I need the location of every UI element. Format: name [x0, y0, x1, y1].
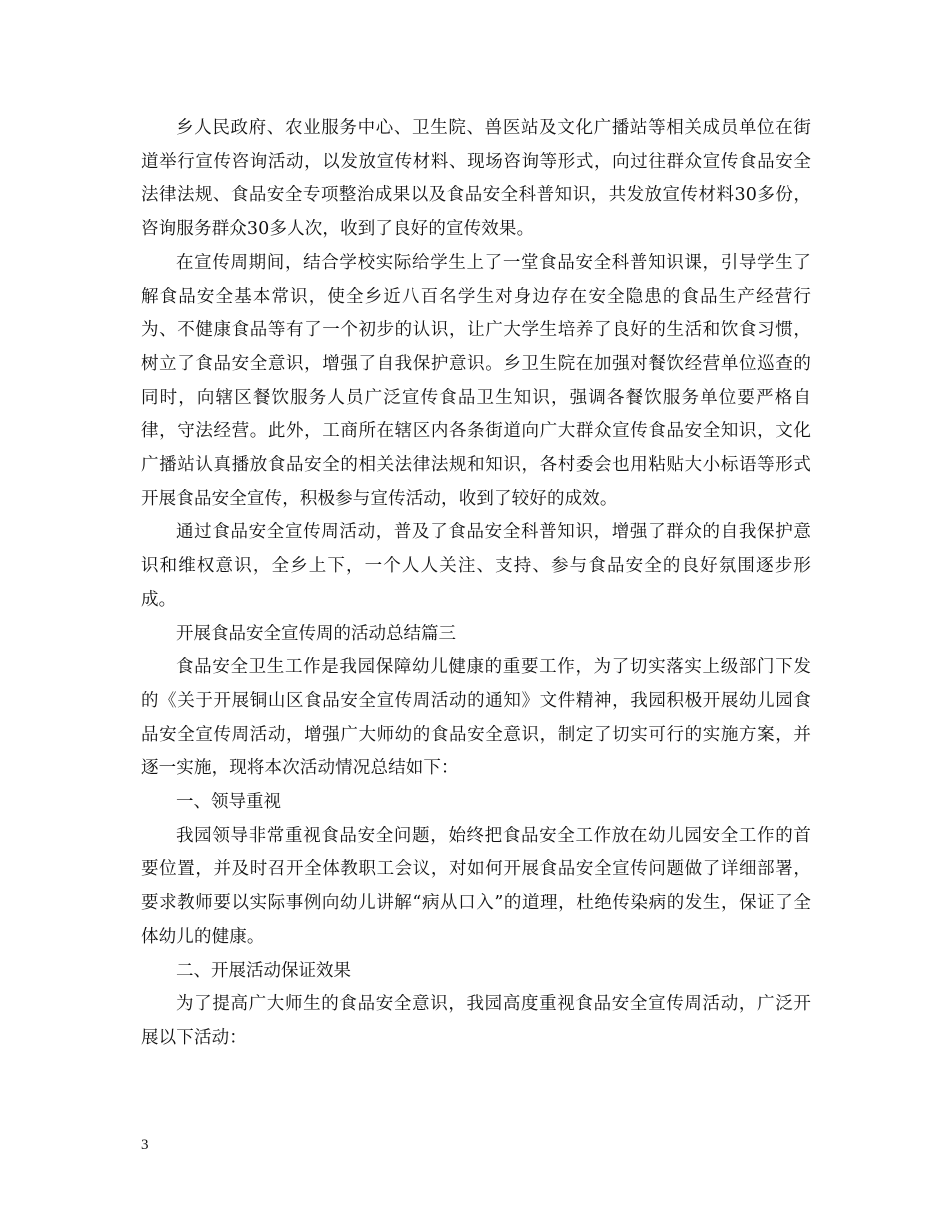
paragraph-school-education: 在宣传周期间，结合学校实际给学生上了一堂食品安全科普知识课，引导学生了解食品安全基本常识，使全乡近八百名学生对身边存在安全隐患的食品生产经营行为、不健康食品等有了一个初步的认识，让广大学生培养了良好的生活和饮食习惯，树立了食品安全意识，增强了自我保护意识。乡卫生院在加强对餐饮经营单位巡查的同时，向辖区餐饮服务人员广泛宣传食品卫生知识，强调各餐饮服务单位要严格自律，守法经营。此外，工商所在辖区内各条街道向广大群众宣传食品安全知识，文化广播站认真播放食品安全的相关法律法规和知识，各村委会也用粘贴大小标语等形式开展食品安全宣传，积极参与宣传活动，收到了较好的成效。 — [141, 252, 811, 509]
page-number: 3 — [141, 1137, 149, 1153]
paragraph-outreach-activity: 乡人民政府、农业服务中心、卫生院、兽医站及文化广播站等相关成员单位在街道举行宣传咨询活动，以发放宣传材料、现场咨询等形式，向过往群众宣传食品安全法律法规、食品安全专项整治成果以及食品安全科普知识，共发放宣传材料30多份，咨询服务群众30多人次，收到了良好的宣传效果。 — [141, 118, 811, 240]
paragraph-leadership-details: 我园领导非常重视食品安全问题，始终把食品安全工作放在幼儿园安全工作的首要位置，并及时召开全体教职工会议，对如何开展食品安全宣传问题做了详细部署，要求教师要以实际事例向幼儿讲解“病从口入”的道理，杜绝传染病的发生，保证了全体幼儿的健康。 — [141, 825, 811, 947]
subheading-activities: 二、开展活动保证效果 — [176, 960, 351, 981]
paragraph-kindergarten-intro: 食品安全卫生工作是我园保障幼儿健康的重要工作，为了切实落实上级部门下发的《关于开展铜山区食品安全宣传周活动的通知》文件精神，我园积极开展幼儿园食品安全宣传周活动，增强广大师幼的食品安全意识，制定了切实可行的实施方案，并逐一实施，现将本次活动情况总结如下： — [141, 657, 811, 779]
section-title-part-three: 开展食品安全宣传周的活动总结篇三 — [176, 623, 456, 644]
paragraph-activities-intro: 为了提高广大师生的食品安全意识，我园高度重视食品安全宣传周活动，广泛开展以下活动： — [141, 994, 811, 1048]
subheading-leadership: 一、领导重视 — [176, 792, 281, 813]
document-body — [141, 112, 811, 1056]
paragraph-outcome-summary: 通过食品安全宣传周活动，普及了食品安全科普知识，增强了群众的自我保护意识和维权意识，全乡上下，一个人人关注、支持、参与食品安全的良好氛围逐步形成。 — [141, 522, 811, 610]
